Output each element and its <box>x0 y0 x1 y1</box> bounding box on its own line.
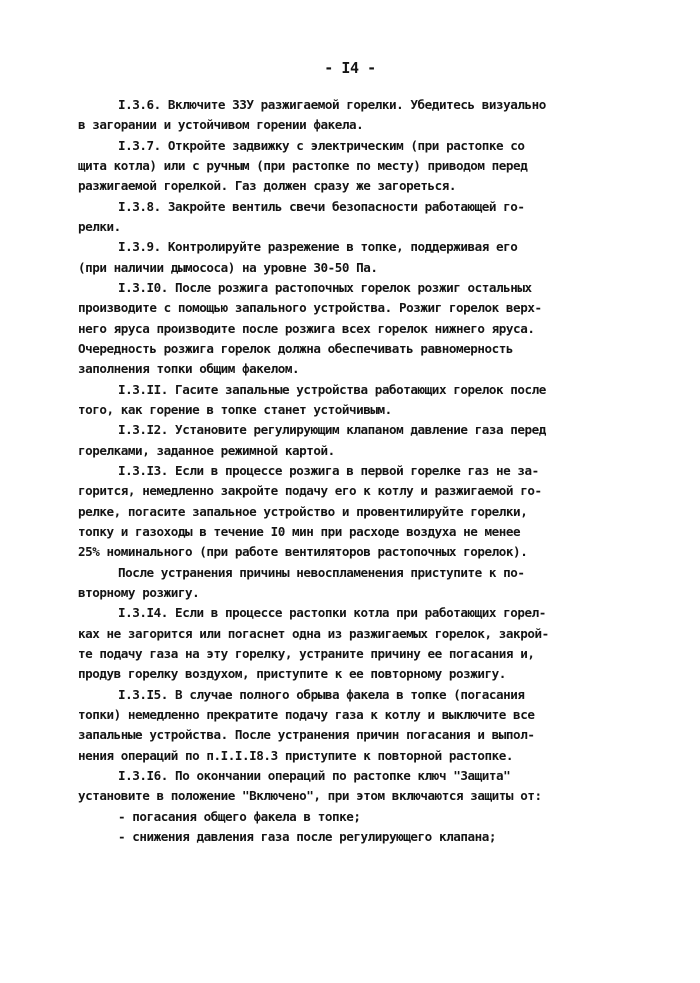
text-line: горится, немедленно закройте подачу его к котлу и разжигаемой го- <box>78 483 542 499</box>
text-line: установите в положение "Включено", при этом включаются защиты от: <box>78 788 542 804</box>
text-line: него яруса производите после розжига всех горелок нижнего яруса. <box>78 320 535 336</box>
text-line: I.3.I6. По окончании операций по растопке ключ "Защита" <box>118 767 511 783</box>
text-line: 25% номинального (при работе вентиляторов растопочных горелок). <box>78 544 528 560</box>
text-line: I.3.I5. В случае полного обрыва факела в топке (погасания <box>118 686 525 702</box>
page-number: - I4 - <box>324 59 376 77</box>
text-line: щита котла) или с ручным (при растопке по месту) приводом перед <box>78 158 528 173</box>
text-line: I.3.7. Откройте задвижку с электрическим (при растопке со <box>118 137 525 153</box>
text-line: заполнения топки общим факелом. <box>78 361 300 377</box>
text-line: топки) немедленно прекратите подачу газа к котлу и выключите все <box>78 706 535 722</box>
text-line: релки. <box>78 219 121 234</box>
text-line: вторному розжигу. <box>78 584 200 600</box>
text-line: I.3.I0. После розжига растопочных горелок розжиг остальных <box>118 280 532 295</box>
text-line: I.3.I2. Установите регулирующим клапаном давление газа перед <box>118 422 546 438</box>
text-line: I.3.I4. Если в процессе растопки котла при работающих горел- <box>118 605 546 621</box>
text-line: нения операций по п.I.I.I8.3 приступите к повторной растопке. <box>78 747 514 763</box>
text-line: запальные устройства. После устранения причин погасания и выпол- <box>78 727 535 743</box>
text-line: в загорании и устойчивом горении факела. <box>78 117 364 133</box>
text-line: производите с помощью запального устройства. Розжиг горелок верх- <box>78 300 542 316</box>
text-line: релке, погасите запальное устройство и провентилируйте горелки, <box>78 503 528 519</box>
text-line: I.3.I3. Если в процессе розжига в первой горелке газ не за- <box>118 462 539 478</box>
text-line: I.3.9. Контролируйте разрежение в топке, поддерживая его <box>118 239 518 255</box>
text-line: Очередность розжига горелок должна обеспечивать равномерность <box>78 341 514 356</box>
text-line: I.3.II. Гасите запальные устройства работающих горелок после <box>118 381 546 397</box>
text-line: - погасания общего факела в топке; <box>118 808 361 824</box>
text-line: После устранения причины невоспламенения приступите к по- <box>118 564 525 580</box>
text-line: I.3.6. Включите ЗЗУ разжигаемой горелки. Убедитесь визуально <box>118 97 546 112</box>
text-line: горелками, заданное режимной картой. <box>78 442 335 458</box>
text-line: I.3.8. Закройте вентиль свечи безопасности работающей го- <box>118 198 525 214</box>
text-line: ках не загорится или погаснет одна из разжигаемых горелок, закрой- <box>78 625 549 641</box>
text-line: того, как горение в топке станет устойчивым. <box>78 401 392 417</box>
text-line: топку и газоходы в течение I0 мин при расходе воздуха не менее <box>78 523 521 539</box>
text-line: те подачу газа на эту горелку, устраните причину ее погасания и, <box>78 645 535 661</box>
text-line: (при наличии дымососа) на уровне 30-50 Па. <box>78 259 378 275</box>
text-line: продув горелку воздухом, приступите к ее повторному розжигу. <box>78 666 506 682</box>
text-line: разжигаемой горелкой. Газ должен сразу же загореться. <box>78 178 457 194</box>
text-line: - снижения давления газа после регулирующего клапана; <box>118 828 497 844</box>
